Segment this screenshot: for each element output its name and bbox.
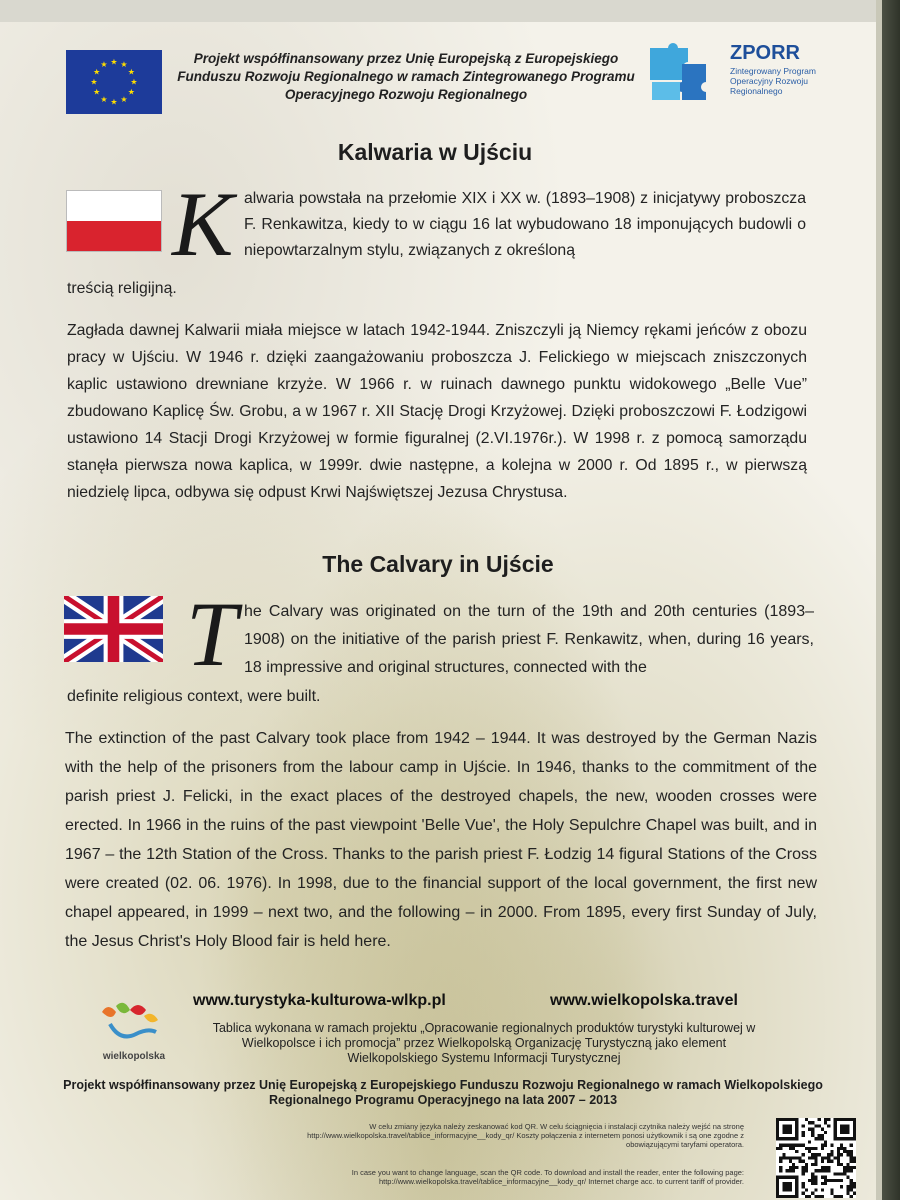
qr-note-english: In case you want to change language, scan the QR code. To download and install the reader, enter the following page: http://www.wielkopolska.travel/tablice_informacyjne__kody_qr/ Internet charge acc. to current tariff of provider.: [351, 1168, 744, 1186]
project-info-text: Tablica wykonana w ramach projektu „Opracowanie regionalnych produktów turystyki kulturowej w Wielkopolsce i ich promocja” przez Wielkopolską Organizację Turystyczną jako element Wielkopolskiego Systemu Informacji Turystycznej: [212, 1021, 756, 1065]
english-first-paragraph-tail: definite religious context, were built.: [67, 688, 321, 705]
svg-text:★: ★: [93, 67, 101, 77]
eu-flag-icon: [66, 50, 162, 114]
svg-text:★: ★: [127, 67, 135, 77]
svg-text:★: ★: [130, 77, 138, 87]
polish-title: Kalwaria w Ujściu: [337, 139, 533, 165]
svg-text:★: ★: [100, 94, 108, 104]
header-funding-text: Projekt współfinansowany przez Unię Europejską z Europejskiego Funduszu Rozwoju Regionalnego w ramach Zintegrowanego Programu Operacyjnego Rozwoju Regionalnego: [177, 51, 635, 102]
english-first-paragraph: he Calvary was originated on the turn of the 19th and 20th centuries (1893–1908) on the initiative of the parish priest F. Renkawitz, when, during 16 years, 18 impressive and original structures, connected with the: [244, 603, 814, 676]
polish-first-paragraph-tail: treścią religijną.: [67, 280, 177, 297]
svg-text:★: ★: [110, 97, 118, 107]
english-title: The Calvary in Ujście: [322, 551, 554, 577]
svg-text:★: ★: [120, 94, 128, 104]
zporr-puzzle-icon: [646, 42, 712, 104]
board-top-edge: [0, 0, 876, 22]
svg-text:★: ★: [120, 60, 128, 70]
svg-text:★: ★: [110, 57, 118, 67]
zporr-subtitle: Zintegrowany Program Operacyjny Rozwoju Regionalnego: [730, 66, 816, 96]
zporr-title: ZPORR: [730, 42, 800, 64]
wielkopolska-label: wielkopolska: [102, 1051, 166, 1062]
english-second-paragraph: The extinction of the past Calvary took place from 1942 – 1944. It was destroyed by the German Nazis with the help of the prisoners from the labour camp in Ujście. In 1946, thanks to the commitment of the parish priest J. Felicki, in the exact places of the destroyed chapels, the new, wooden crosses were erected. In 1966 in the ruins of the past viewpoint 'Belle Vue', the Holy Sepulchre Chapel was built, and in 1967 – the 12th Station of the Cross. Thanks to the parish priest F. Łodzig 14 figural Stations of the Cross were created (02. 06. 1976). In 1998, due to the financial support of the local government, the first new chapel appeared, in 1999 – next two, and the following – in 2000. From 1895, every first Sunday of July, the Jesus Christ's Holy Blood fair is held here.: [65, 730, 817, 950]
url-wielkopolska-travel: www.wielkopolska.travel: [550, 992, 738, 1009]
frame-edge: [882, 0, 900, 1200]
qr-code-icon: [776, 1118, 856, 1198]
url-turystyka-kulturowa: www.turystyka-kulturowa-wlkp.pl: [193, 992, 446, 1009]
svg-text:★: ★: [90, 77, 98, 87]
polish-dropcap: K: [172, 173, 234, 275]
uk-flag-icon: [64, 596, 163, 662]
qr-note-polish: W celu zmiany języka należy zeskanować kod QR. W celu ściągnięcia i instalacji czytnika należy wejść na stronę http://www.wielkopolska.travel/tablice_informacyjne__kody_qr/ Koszty połączenia z internetem ponosi użytkownik i są one zgodne z obowiązującymi taryfami operatora.: [307, 1122, 744, 1149]
polish-second-paragraph: Zagłada dawnej Kalwarii miała miejsce w latach 1942-1944. Zniszczyli ją Niemcy rękami jeńców z obozu pracy w Ujściu. W 1946 r. dzięki zaangażowaniu proboszcza J. Felickiego w miejscach zniszczonych kaplic ustawiono drewniane krzyże. W 1966 r. w ruinach dawnego punktu widokowego „Belle Vue” zbudowano Kaplicę Św. Grobu, a w 1967 r. XII Stację Drogi Krzyżowej. Dzięki proboszczowi F. Łodzigowi ustawiono 14 Stacji Drogi Krzyżowej w formie figuralnej (2.VI.1976r.). W 1998 r. z pomocą samorządu stanęła pierwsza nowa kaplica, w 1999r. dwie następne, a kolejna w 2000 r. Od 1895 r., w pierwszą niedzielę lipca, odbywa się odpust Krwi Najświętszej Jezusa Chrystusa.: [67, 322, 807, 501]
polish-flag-icon: [66, 190, 162, 252]
svg-text:★: ★: [93, 87, 101, 97]
english-dropcap: T: [186, 583, 238, 685]
polish-first-paragraph: alwaria powstała na przełomie XIX i XX w. (1893–1908) z inicjatywy proboszcza F. Renkawitza, kiedy to w ciągu 16 lat wybudowano 18 imponujących budowli o niepowtarzalnym stylu, związanych z określoną: [244, 190, 806, 259]
svg-text:★: ★: [127, 87, 135, 97]
svg-text:★: ★: [100, 60, 108, 70]
footer-funding-text: Projekt współfinansowany przez Unię Europejską z Europejskiego Funduszu Rozwoju Regionalnego w ramach Wielkopolskiego Regionalnego Programu Operacyjnego na lata 2007 – 2013: [63, 1078, 823, 1107]
